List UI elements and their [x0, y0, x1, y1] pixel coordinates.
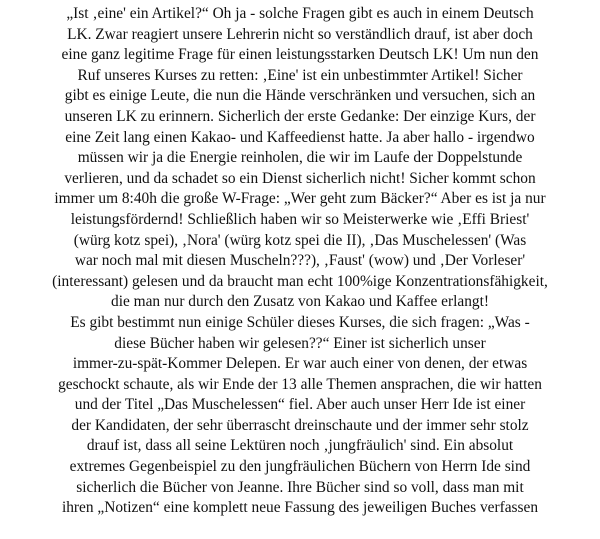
text-line-4: Ruf unseres Kurses zu retten: ‚Eine' ist ein unbestimmter Artikel! Sicher: [77, 66, 523, 84]
text-line-17: diese Bücher haben wir gelesen??“ Einer ist sicherlich unser: [114, 334, 486, 352]
text-line-1: „Ist ‚eine' ein Artikel?“ Oh ja - solche Fragen gibt es auch in einem Deutsch: [66, 5, 534, 22]
text-line-3: eine ganz legitime Frage für einen leistungsstarken Deutsch LK! Um nun den: [61, 46, 539, 64]
text-line-5: gibt es einige Leute, die nun die Hände verschränken und versuchen, sich an: [64, 87, 536, 105]
document-text: [0, 4, 600, 519]
text-line-16: Es gibt bestimmt nun einige Schüler dieses Kurses, die sich fragen: „Was -: [70, 313, 530, 331]
text-line-19: geschockt schaute, als wir Ende der 13 alle Themen ansprachen, die wir hatten: [58, 375, 542, 393]
text-line-23: extremes Gegenbeispiel zu den jungfräulichen Büchern von Herrn Ide sind: [69, 458, 531, 476]
text-line-11: leistungsfördernd! Schließlich haben wir so Meisterwerke wie ‚Effi Briest': [70, 210, 530, 228]
text-line-7: eine Zeit lang einen Kakao- und Kaffeedienst hatte. Ja aber hallo - irgendwo: [65, 128, 535, 146]
text-line-6: unseren LK zu erinnern. Sicherlich der erste Gedanke: Der einzige Kurs, der: [64, 107, 536, 125]
text-line-12: (würg kotz spei), ‚Nora' (würg kotz spei die II), ‚Das Muschelessen' (Was: [73, 231, 527, 249]
text-line-8: müssen wir ja die Energie reinholen, die wir im Laufe der Doppelstunde: [77, 149, 523, 167]
text-line-9: verlieren, und da schadet so ein Dienst sicherlich nicht! Sicher kommt schon: [64, 169, 536, 187]
text-line-22: drauf ist, dass all seine Lektüren noch ‚jungfräulich' sind. Ein absolut: [86, 437, 514, 455]
text-line-25: ihren „Notizen“ eine komplett neue Fassung des jeweiligen Buches verfassen: [61, 499, 539, 517]
text-line-15: die man nur durch den Zusatz von Kakao und Kaffee erlangt!: [111, 293, 489, 311]
text-line-24: sicherlich die Bücher von Jeanne. Ihre Bücher sind so voll, dass man mit: [76, 478, 524, 496]
text-line-20: und der Titel „Das Muschelessen“ fiel. Aber auch unser Herr Ide ist einer: [74, 396, 526, 414]
text-line-21: der Kandidaten, der sehr überrascht dreinschaute und der immer sehr stolz: [71, 416, 529, 434]
text-line-14: (interessant) gelesen und da braucht man echt 100%ige Konzentrationsfähigkeit,: [52, 272, 548, 290]
text-line-18: immer-zu-spät-Kommer Delepen. Er war auch einer von denen, der etwas: [72, 355, 528, 373]
text-line-10: immer um 8:40h die große W-Frage: „Wer geht zum Bäcker?“ Aber es ist ja nur: [54, 190, 546, 208]
text-line-2: LK. Zwar reagiert unsere Lehrerin nicht so verständlich drauf, ist aber doch: [67, 25, 533, 43]
text-line-13: war noch mal mit diesen Muscheln???), ‚Faust' (wow) und ‚Der Vorleser': [74, 252, 526, 270]
